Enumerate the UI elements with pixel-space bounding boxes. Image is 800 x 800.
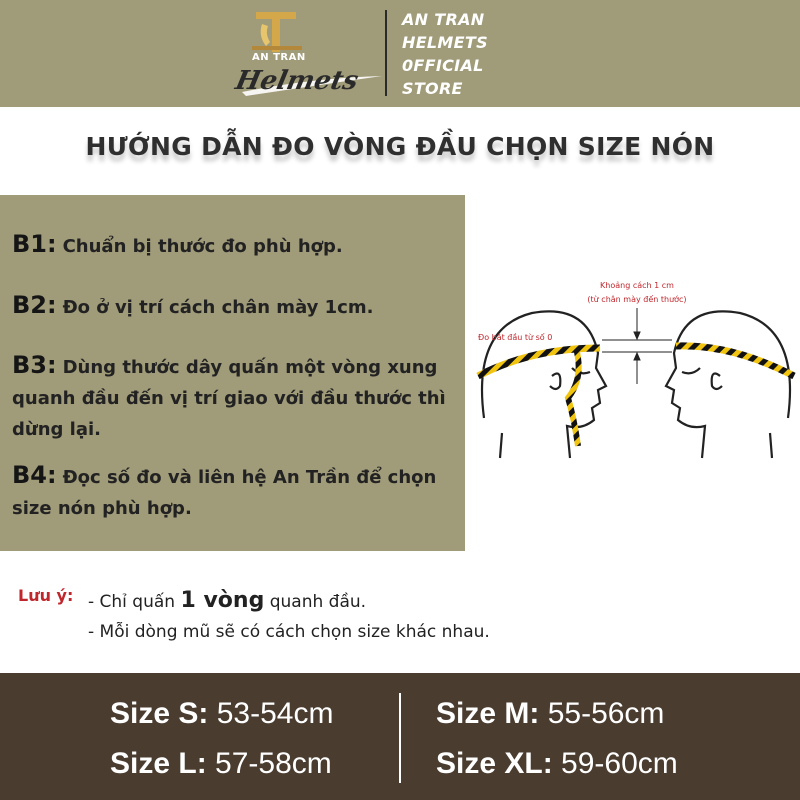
left-tape-tail — [568, 348, 579, 446]
step-text: Đọc số đo và liên hệ An Trần để chọn size nón phù hợp. — [12, 467, 437, 519]
step-code: B1: — [12, 230, 57, 258]
step-text: Đo ở vị trí cách chân mày 1cm. — [62, 297, 374, 318]
store-line-2: HELMETS — [402, 33, 488, 52]
size-l — [110, 747, 332, 781]
step-code: B2: — [12, 291, 57, 319]
start-label: Đo bắt đầu từ số 0 — [478, 333, 553, 342]
head-measurement-diagram — [472, 268, 800, 468]
distance-sublabel: (từ chân mày đến thước) — [587, 295, 687, 304]
size-m — [436, 697, 664, 731]
header-divider — [385, 10, 387, 96]
logo-subtext: AN TRAN — [252, 52, 306, 63]
step-3 — [12, 350, 462, 445]
step-text: Chuẩn bị thước đo phù hợp. — [62, 236, 343, 257]
left-tape — [478, 348, 600, 376]
store-line-3: 0FFICIAL — [402, 56, 484, 75]
store-name — [402, 8, 542, 100]
size-footer — [0, 673, 800, 800]
store-line-4: STORE — [402, 79, 463, 98]
size-range: 53-54cm — [216, 697, 334, 730]
size-range: 55-56cm — [547, 697, 665, 730]
step-2 — [12, 290, 373, 323]
note-label — [18, 586, 73, 606]
measurement-guides — [602, 308, 672, 384]
note-text: - Chỉ quấn — [88, 592, 181, 612]
step-code: B4: — [12, 461, 57, 489]
note-text: quanh đầu. — [264, 592, 367, 612]
distance-label: Khoảng cách 1 cm — [600, 281, 674, 290]
size-label: Size M: — [436, 697, 540, 730]
size-label: Size S: — [110, 697, 209, 730]
note-line-2: - Mỗi dòng mũ sẽ có cách chọn size khác nhau. — [88, 622, 490, 642]
size-label: Size XL: — [436, 747, 553, 780]
steps-panel — [0, 195, 465, 551]
size-range: 59-60cm — [561, 747, 678, 780]
size-range: 57-58cm — [215, 747, 332, 780]
size-s — [110, 697, 333, 731]
note-title: Lưu ý: — [18, 586, 74, 605]
step-code: B3: — [12, 351, 57, 379]
note-line-1 — [88, 588, 366, 613]
header-bar — [0, 0, 800, 107]
footer-divider — [399, 693, 401, 783]
step-1 — [12, 229, 343, 262]
page-title: HƯỚNG DẪN ĐO VÒNG ĐẦU CHỌN SIZE NÓN — [85, 132, 715, 161]
size-label: Size L: — [110, 747, 207, 780]
right-head-icon — [666, 311, 790, 458]
step-4 — [12, 460, 462, 524]
store-line-1: AN TRAN — [402, 10, 485, 29]
note-emphasis: 1 vòng — [180, 588, 265, 613]
step-text: Dùng thước dây quấn một vòng xung quanh đầu đến vị trí giao với đầu thước thì dừng lại. — [12, 357, 446, 440]
size-xl — [436, 747, 678, 781]
logo-script-text: Helmets — [232, 66, 361, 96]
